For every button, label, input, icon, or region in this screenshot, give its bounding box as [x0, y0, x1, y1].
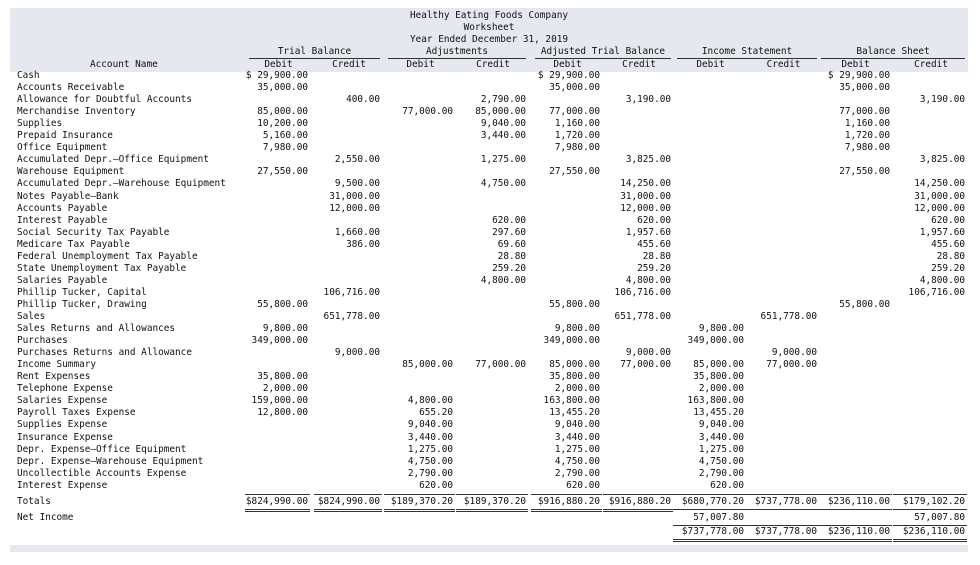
total-rule [673, 494, 746, 495]
amount-cell: 4,750.00 [698, 455, 744, 467]
double-rule [245, 509, 310, 510]
amount-cell: 12,000.00 [620, 202, 671, 214]
total-cell: $916,880.20 [537, 496, 600, 507]
amount-cell: 12,000.00 [914, 202, 965, 214]
total-cell: $189,370.20 [390, 496, 453, 507]
total-cell: $916,880.20 [608, 496, 671, 507]
double-rule [893, 539, 967, 540]
amount-cell: 3,825.00 [919, 154, 965, 166]
amount-cell: 14,250.00 [620, 178, 671, 190]
final-total-cell: $236,110.00 [902, 526, 965, 537]
amount-cell: 35,800.00 [549, 371, 600, 383]
double-rule [603, 511, 673, 512]
amount-cell: 4,800.00 [625, 274, 671, 286]
debit-column-header: Debit [264, 59, 293, 70]
double-rule [603, 509, 673, 510]
account-name: Accounts Receivable [17, 82, 125, 94]
net-income-credit: 57,007.80 [914, 512, 965, 523]
amount-cell: 106,716.00 [908, 286, 965, 298]
amount-cell: 55,800.00 [257, 298, 308, 310]
amount-cell: 2,790.00 [480, 94, 526, 106]
amount-cell: 297.60 [492, 226, 526, 238]
amount-cell: 28.80 [497, 250, 526, 262]
amount-cell: 27,550.00 [839, 166, 890, 178]
debit-column-header: Debit [696, 59, 725, 70]
account-name: Warehouse Equipment [17, 166, 125, 178]
amount-cell: 27,550.00 [257, 166, 308, 178]
account-name: Accumulated Depr.—Office Equipment [17, 154, 209, 166]
double-rule [531, 511, 602, 512]
amount-cell: 3,440.00 [698, 431, 744, 443]
total-rule [673, 509, 746, 510]
amount-cell: 2,000.00 [698, 383, 744, 395]
account-name: Prepaid Insurance [17, 130, 113, 142]
amount-cell: 9,800.00 [554, 323, 600, 335]
final-total-cell: $236,110.00 [827, 526, 890, 537]
amount-cell: $ 29,900.00 [537, 70, 600, 81]
double-rule [384, 509, 455, 510]
amount-cell: 651,778.00 [760, 311, 817, 322]
account-name: Supplies [17, 118, 63, 130]
amount-cell: 55,800.00 [549, 298, 600, 310]
amount-cell: 1,275.00 [480, 154, 526, 166]
total-cell: $824,990.00 [317, 496, 380, 507]
amount-cell: 85,000.00 [402, 359, 453, 371]
amount-cell: 3,825.00 [625, 154, 671, 166]
amount-cell: 69.60 [497, 238, 526, 250]
account-name: Sales Returns and Allowances [17, 323, 176, 335]
debit-column-header: Debit [841, 59, 870, 70]
amount-cell: 10,200.00 [257, 118, 308, 130]
account-name: Social Security Tax Payable [17, 226, 170, 238]
amount-cell: 4,800.00 [919, 274, 965, 286]
amount-cell: 349,000.00 [543, 335, 600, 347]
amount-cell: 1,275.00 [407, 443, 453, 455]
double-rule [456, 511, 528, 512]
amount-cell: 35,000.00 [839, 82, 890, 94]
column-group-header: Balance Sheet [821, 46, 965, 59]
amount-cell: 9,000.00 [771, 347, 817, 359]
amount-cell: $ 29,900.00 [827, 70, 890, 81]
account-name: Depr. Expense—Warehouse Equipment [17, 455, 204, 467]
account-name: Salaries Payable [17, 274, 108, 286]
amount-cell: 2,790.00 [407, 467, 453, 479]
amount-cell: 1,660.00 [334, 226, 380, 238]
account-name: Interest Expense [17, 479, 108, 491]
amount-cell: 620.00 [419, 479, 453, 491]
amount-cell: 12,800.00 [257, 407, 308, 419]
double-rule [893, 541, 967, 542]
amount-cell: 1,957.60 [919, 226, 965, 238]
amount-cell: 2,790.00 [554, 467, 600, 479]
debit-column-header: Debit [406, 59, 435, 70]
total-cell: $236,110.00 [827, 496, 890, 507]
totals-label: Totals [17, 496, 51, 507]
total-rule [603, 494, 673, 495]
total-cell: $680,770.20 [681, 496, 744, 507]
column-group-header: Income Statement [677, 46, 817, 59]
amount-cell: 1,275.00 [698, 443, 744, 455]
account-name: Rent Expenses [17, 371, 91, 383]
net-income-debit: 57,007.80 [693, 512, 744, 523]
account-name: Notes Payable—Bank [17, 190, 119, 202]
amount-cell: 9,040.00 [480, 118, 526, 130]
amount-cell: 9,800.00 [698, 323, 744, 335]
account-name: Sales [17, 311, 46, 322]
amount-cell: 4,750.00 [480, 178, 526, 190]
total-rule [817, 509, 892, 510]
account-name: Purchases [17, 335, 68, 347]
amount-cell: 12,000.00 [329, 202, 380, 214]
total-rule [893, 509, 967, 510]
total-rule [384, 494, 455, 495]
account-name: Income Summary [17, 359, 97, 371]
amount-cell: 4,750.00 [554, 455, 600, 467]
amount-cell: 35,000.00 [257, 82, 308, 94]
amount-cell: 386.00 [346, 238, 380, 250]
total-rule [817, 494, 892, 495]
worksheet [10, 8, 968, 552]
account-name: Accounts Payable [17, 202, 108, 214]
account-name: Cash [17, 70, 40, 81]
amount-cell: 77,000.00 [839, 106, 890, 118]
total-cell: $189,370.20 [463, 496, 526, 507]
amount-cell: 349,000.00 [687, 335, 744, 347]
double-rule [817, 539, 892, 540]
amount-cell: 77,000.00 [402, 106, 453, 118]
total-cell: $179,102.20 [902, 496, 965, 507]
amount-cell: 9,500.00 [334, 178, 380, 190]
double-rule [456, 509, 528, 510]
double-rule [245, 511, 310, 512]
amount-cell: $ 29,900.00 [245, 70, 308, 81]
amount-cell: 159,000.00 [251, 395, 308, 407]
amount-cell: 651,778.00 [614, 311, 671, 322]
amount-cell: 655.20 [419, 407, 453, 419]
debit-column-header: Debit [553, 59, 582, 70]
total-rule [314, 494, 382, 495]
amount-cell: 7,980.00 [262, 142, 308, 154]
account-name: Payroll Taxes Expense [17, 407, 136, 419]
account-name: Accumulated Depr.—Warehouse Equipment [17, 178, 226, 190]
amount-cell: 9,800.00 [262, 323, 308, 335]
amount-cell: 620.00 [637, 214, 671, 226]
amount-cell: 620.00 [492, 214, 526, 226]
net-income-label: Net Income [17, 512, 74, 523]
amount-cell: 651,778.00 [323, 311, 380, 322]
account-name: Telephone Expense [17, 383, 113, 395]
worksheet-title: Worksheet [463, 22, 515, 33]
double-rule [817, 541, 892, 542]
credit-column-header: Credit [622, 59, 656, 70]
account-name: Supplies Expense [17, 419, 108, 431]
account-name: Interest Payable [17, 214, 108, 226]
amount-cell: 1,720.00 [844, 130, 890, 142]
final-total-cell: $737,778.00 [681, 526, 744, 537]
amount-cell: 106,716.00 [614, 286, 671, 298]
worksheet-period: Year Ended December 31, 2019 [409, 34, 569, 45]
amount-cell: 349,000.00 [251, 335, 308, 347]
total-rule [531, 494, 602, 495]
amount-cell: 35,800.00 [693, 371, 744, 383]
amount-cell: 3,440.00 [480, 130, 526, 142]
column-group-header: Adjustments [388, 46, 526, 59]
total-rule [746, 494, 819, 495]
amount-cell: 1,160.00 [554, 118, 600, 130]
amount-cell: 85,000.00 [475, 106, 526, 118]
amount-cell: 259.20 [931, 262, 965, 274]
amount-cell: 5,160.00 [262, 130, 308, 142]
amount-cell: 77,000.00 [475, 359, 526, 371]
account-name: Allowance for Doubtful Accounts [17, 94, 192, 106]
amount-cell: 14,250.00 [914, 178, 965, 190]
account-name: Federal Unemployment Tax Payable [17, 250, 198, 262]
amount-cell: 77,000.00 [766, 359, 817, 371]
account-name: Medicare Tax Payable [17, 238, 130, 250]
company-name: Healthy Eating Foods Company [409, 10, 569, 21]
amount-cell: 4,800.00 [480, 274, 526, 286]
account-name: Salaries Expense [17, 395, 108, 407]
account-name: State Unemployment Tax Payable [17, 262, 187, 274]
amount-cell: 2,000.00 [262, 383, 308, 395]
double-rule [673, 541, 746, 542]
account-name: Uncollectible Accounts Expense [17, 467, 187, 479]
amount-cell: 4,750.00 [407, 455, 453, 467]
column-group-header: Adjusted Trial Balance [535, 46, 671, 59]
amount-cell: 620.00 [710, 479, 744, 491]
amount-cell: 7,980.00 [554, 142, 600, 154]
account-name: Phillip Tucker, Capital [17, 286, 147, 298]
amount-cell: 13,455.20 [549, 407, 600, 419]
amount-cell: 1,957.60 [625, 226, 671, 238]
amount-cell: 400.00 [346, 94, 380, 106]
account-name: Depr. Expense—Office Equipment [17, 443, 187, 455]
amount-cell: 4,800.00 [407, 395, 453, 407]
amount-cell: 163,800.00 [543, 395, 600, 407]
total-cell: $824,990.00 [245, 496, 308, 507]
amount-cell: 1,275.00 [554, 443, 600, 455]
total-rule [893, 494, 967, 495]
amount-cell: 455.60 [637, 238, 671, 250]
double-rule [531, 509, 602, 510]
amount-cell: 77,000.00 [549, 106, 600, 118]
amount-cell: 31,000.00 [620, 190, 671, 202]
amount-cell: 85,000.00 [549, 359, 600, 371]
total-rule [245, 494, 310, 495]
amount-cell: 106,716.00 [323, 286, 380, 298]
amount-cell: 2,000.00 [554, 383, 600, 395]
account-name: Phillip Tucker, Drawing [17, 298, 147, 310]
amount-cell: 27,550.00 [549, 166, 600, 178]
amount-cell: 3,190.00 [919, 94, 965, 106]
account-name-header: Account Name [90, 59, 158, 70]
bottom-band [10, 545, 968, 552]
amount-cell: 9,040.00 [407, 419, 453, 431]
amount-cell: 1,720.00 [554, 130, 600, 142]
amount-cell: 259.20 [492, 262, 526, 274]
final-total-cell: $737,778.00 [754, 526, 817, 537]
amount-cell: 85,000.00 [257, 106, 308, 118]
amount-cell: 9,000.00 [334, 347, 380, 359]
credit-column-header: Credit [476, 59, 510, 70]
column-group-header: Trial Balance [249, 46, 380, 59]
amount-cell: 77,000.00 [620, 359, 671, 371]
credit-column-header: Credit [332, 59, 366, 70]
amount-cell: 28.80 [936, 250, 965, 262]
amount-cell: 9,000.00 [625, 347, 671, 359]
account-name: Office Equipment [17, 142, 108, 154]
double-rule [673, 539, 746, 540]
amount-cell: 163,800.00 [687, 395, 744, 407]
amount-cell: 1,160.00 [844, 118, 890, 130]
double-rule [746, 539, 819, 540]
credit-column-header: Credit [914, 59, 948, 70]
amount-cell: 9,040.00 [698, 419, 744, 431]
amount-cell: 259.20 [637, 262, 671, 274]
amount-cell: 3,440.00 [554, 431, 600, 443]
double-rule [314, 511, 382, 512]
amount-cell: 620.00 [566, 479, 600, 491]
amount-cell: 9,040.00 [554, 419, 600, 431]
credit-column-header: Credit [766, 59, 801, 70]
double-rule [314, 509, 382, 510]
amount-cell: 85,000.00 [693, 359, 744, 371]
amount-cell: 31,000.00 [914, 190, 965, 202]
amount-cell: 13,455.20 [693, 407, 744, 419]
total-cell: $737,778.00 [754, 496, 817, 507]
amount-cell: 620.00 [931, 214, 965, 226]
amount-cell: 35,000.00 [549, 82, 600, 94]
double-rule [384, 511, 455, 512]
amount-cell: 7,980.00 [844, 142, 890, 154]
amount-cell: 31,000.00 [329, 190, 380, 202]
amount-cell: 2,790.00 [698, 467, 744, 479]
amount-cell: 455.60 [931, 238, 965, 250]
account-name: Insurance Expense [17, 431, 113, 443]
amount-cell: 28.80 [642, 250, 671, 262]
total-rule [456, 494, 528, 495]
amount-cell: 3,190.00 [625, 94, 671, 106]
amount-cell: 55,800.00 [839, 298, 890, 310]
amount-cell: 3,440.00 [407, 431, 453, 443]
account-name: Merchandise Inventory [17, 106, 136, 118]
amount-cell: 35,800.00 [257, 371, 308, 383]
amount-cell: 2,550.00 [334, 154, 380, 166]
account-name: Purchases Returns and Allowance [17, 347, 192, 359]
double-rule [746, 541, 819, 542]
total-rule [746, 509, 819, 510]
